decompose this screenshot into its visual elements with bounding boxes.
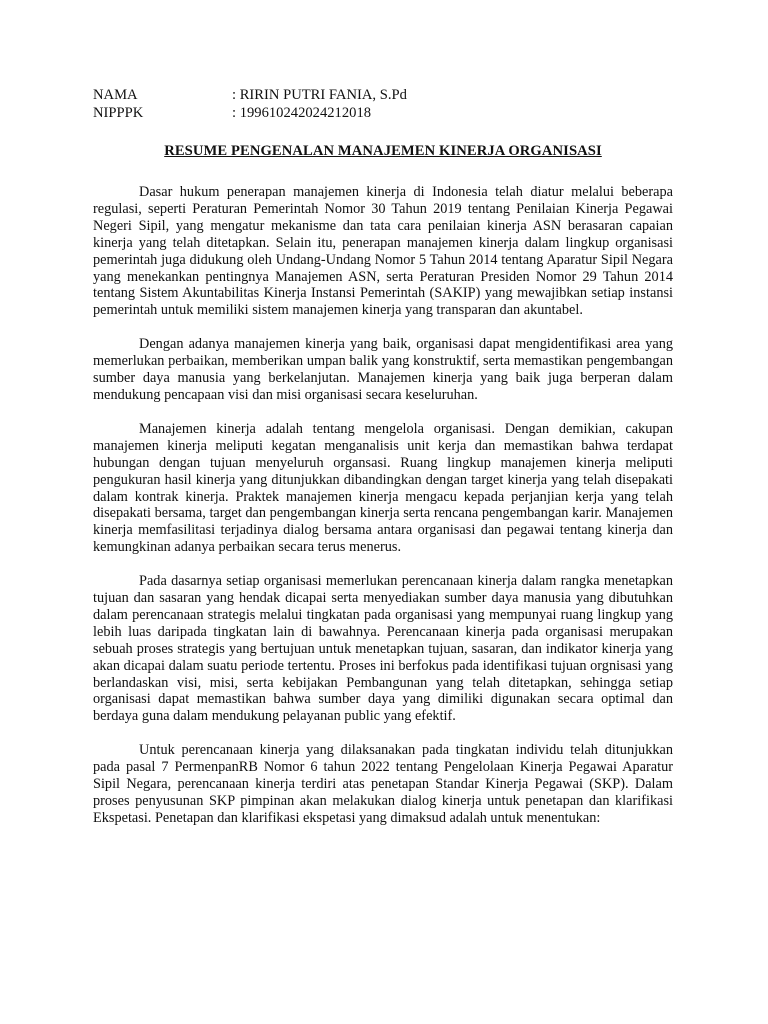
body-text [93, 184, 673, 827]
nipppk-label: NIPPPK [93, 105, 144, 121]
paragraph-planning: Pada dasarnya setiap organisasi memerlukan perencanaan kinerja dalam rangka menetapkan tujuan dan sasaran yang hendak dicapai serta menyediakan sumber daya manusia yang dibutuhkan dalam perencanaan strategis melalui tingkatan pada organisasi yang mempunyai ruang lingkup yang lebih luas daripada tingkatan lain di bawahnya. Perencanaan kinerja pada organisasi merupakan sebuah proses strategis yang bertujuan untuk menetapkan tujuan, sasaran, dan indikator kinerja yang akan dicapai dalam suatu periode tertentu. Proses ini berfokus pada identifikasi tujuan orgnisasi yang berlandaskan visi, misi, serta kebijakan Pembangunan yang telah ditetapkan, sehingga setiap organisasi dapat memastikan bahwa sumber daya yang dimiliki digunakan secara optimal dan berdaya guna dalam mendukung pelayanan public yang efektif. [93, 573, 673, 725]
identity-block [93, 86, 673, 122]
paragraph-benefits: Dengan adanya manajemen kinerja yang baik, organisasi dapat mengidentifikasi area yang memerlukan perbaikan, memberikan umpan balik yang konstruktif, serta memastikan pengembangan sumber daya manusia yang berkelanjutan. Manajemen kinerja yang baik juga berperan dalam mendukung pencapaan visi dan misi organisasi secara keseluruhan. [93, 336, 673, 403]
paragraph-scope: Manajemen kinerja adalah tentang mengelola organisasi. Dengan demikian, cakupan manajemen kinerja meliputi kegatan menganalisis unit kerja dan memastikan bahwa terdapat hubungan dengan tujuan menyeluruh organsasi. Ruang lingkup manajemen kinerja meliputi pengukuran hasil kinerja yang ditunjukkan dibandingkan dengan target kinerja yang telah disepakati dalam kontrak kinerja. Praktek manajemen kinerja mengacu kepada perjanjian kerja yang telah disepakati bersama, target dan pengembangan kinerja serta rencana pengembangan karir. Manajemen kinerja memfasilitasi terjadinya dialog bersama antara organisasi dan pegawai tentang kinerja dan kemungkinan adanya perbaikan secara terus menerus. [93, 420, 673, 556]
name-value: : RIRIN PUTRI FANIA, S.Pd [232, 87, 407, 103]
nipppk-row [93, 104, 673, 122]
paragraph-legal-basis: Dasar hukum penerapan manajemen kinerja di Indonesia telah diatur melalui beberapa regulasi, seperti Peraturan Pemerintah Nomor 30 Tahun 2019 tentang Penilaian Kinerja Pegawai Negeri Sipil, yang mengatur mekanisme dan tata cara penilaian kinerja ASN berasaran capaian kinerja yang telah ditetapkan. Selain itu, penerapan manajemen kinerja dalam lingkup organisasi pemerintah juga didukung oleh Undang-Undang Nomor 5 Tahun 2014 tentang Aparatur Sipil Negara yang menekankan pentingnya Manajemen ASN, serta Peraturan Presiden Nomor 29 Tahun 2014 tentang Sistem Akuntabilitas Kinerja Instansi Pemerintah (SAKIP) yang mewajibkan setiap instansi pemerintah untuk memiliki sistem manajemen kinerja yang transparan dan akuntabel. [93, 184, 673, 319]
document-page [93, 86, 673, 844]
nipppk-value: : 199610242024212018 [232, 105, 372, 121]
paragraph-individual-planning: Untuk perencanaan kinerja yang dilaksanakan pada tingkatan individu telah ditunjukkan pada pasal 7 PermenpanRB Nomor 6 tahun 2022 tentang Pengelolaan Kinerja Pegawai Aparatur Sipil Negara, perencanaan kinerja terdiri atas penetapan Standar Kinerja Pegawai (SKP). Dalam proses penyusunan SKP pimpinan akan melakukan dialog kinerja untuk penetapan dan klarifikasi Ekspetasi. Penetapan dan klarifikasi ekspetasi yang dimaksud adalah untuk menentukan: [93, 742, 673, 826]
document-title: RESUME PENGENALAN MANAJEMEN KINERJA ORGANISASI [164, 143, 602, 159]
name-row [93, 86, 673, 104]
name-label: NAMA [93, 87, 138, 103]
